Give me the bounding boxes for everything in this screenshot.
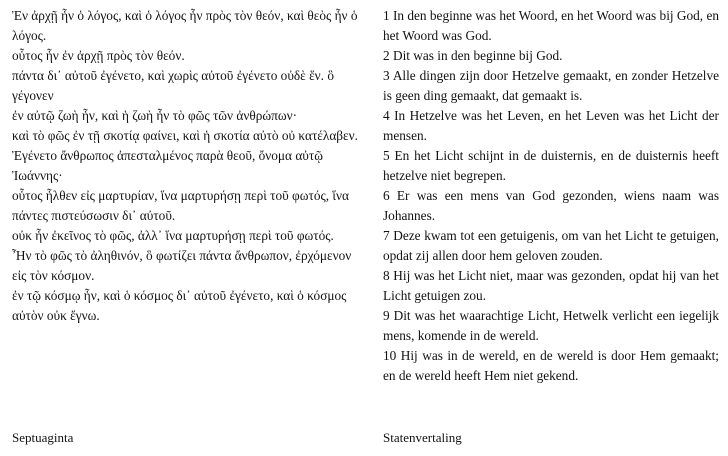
greek-verse-6: Ἐγένετο ἄνθρωπος ἀπεσταλμένος παρὰ θεοῦ, ὄνομα αὐτῷ Ἰωάννης· bbox=[12, 148, 323, 183]
greek-verse-5: καὶ τὸ φῶς ἐν τῇ σκοτίᾳ φαίνει, καὶ ἡ σκοτία αὐτὸ οὐ κατέλαβεν. bbox=[12, 128, 358, 143]
greek-verse-10: ἐν τῷ κόσμῳ ἦν, καὶ ὁ κόσμος δι᾽ αὐτοῦ ἐγένετο, καὶ ὁ κόσμος αὐτὸν οὐκ ἔγνω. bbox=[12, 288, 347, 323]
dutch-verse-8: 8 Hij was het Licht niet, maar was gezonden, opdat hij van het Licht getuigen zou. bbox=[383, 268, 719, 303]
greek-verse-4: ἐν αὐτῷ ζωὴ ἦν, καὶ ἡ ζωὴ ἦν τὸ φῶς τῶν ἀνθρώπων· bbox=[12, 108, 298, 123]
greek-verse-1: Ἐν ἀρχῇ ἦν ὁ λόγος, καὶ ὁ λόγος ἦν πρὸς τὸν θεόν, καὶ θεὸς ἦν ὁ λόγος. bbox=[12, 8, 358, 43]
greek-verse-2: οὗτος ἦν ἐν ἀρχῇ πρὸς τὸν θεόν. bbox=[12, 48, 185, 63]
statenvertaling-label: Statenvertaling bbox=[383, 430, 462, 445]
dutch-verse-3: 3 Alle dingen zijn door Hetzelve gemaakt, en zonder Hetzelve is geen ding gemaakt, dat gemaakt is. bbox=[383, 68, 719, 103]
dutch-verse-1: 1 In den beginne was het Woord, en het Woord was bij God, en het Woord was God. bbox=[383, 8, 719, 43]
greek-verse-7: οὗτος ἦλθεν εἰς μαρτυρίαν, ἵνα μαρτυρήσῃ περὶ τοῦ φωτός, ἵνα πάντες πιστεύσωσιν δι᾽ αὐτοῦ. bbox=[12, 188, 349, 223]
dutch-verse-5: 5 En het Licht schijnt in de duisternis, en de duisternis heeft hetzelve niet begrepen. bbox=[383, 148, 719, 183]
dutch-verse-2: 2 Dit was in den beginne bij God. bbox=[383, 48, 563, 63]
greek-text-column bbox=[12, 6, 368, 326]
dutch-verse-4: 4 In Hetzelve was het Leven, en het Leven was het Licht der mensen. bbox=[383, 108, 719, 143]
greek-verse-9: Ἦν τὸ φῶς τὸ ἀληθινόν, ὃ φωτίζει πάντα ἄνθρωπον, ἐρχόμενον εἰς τὸν κόσμον. bbox=[12, 248, 352, 283]
greek-verse-8: οὐκ ἦν ἐκεῖνος τὸ φῶς, ἀλλ᾽ ἵνα μαρτυρήσῃ περὶ τοῦ φωτός. bbox=[12, 228, 334, 243]
septuaginta-label: Septuaginta bbox=[12, 430, 74, 445]
dutch-text-column bbox=[383, 6, 719, 386]
dutch-verse-6: 6 Er was een mens van God gezonden, wiens naam was Johannes. bbox=[383, 188, 719, 223]
dutch-verse-9: 9 Dit was het waarachtige Licht, Hetwelk verlicht een iegelijk mens, komende in de wereld. bbox=[383, 308, 719, 343]
dutch-verse-10: 10 Hij was in de wereld, en de wereld is door Hem gemaakt; en de wereld heeft Hem niet gekend. bbox=[383, 348, 719, 383]
greek-verse-3: πάντα δι᾽ αὐτοῦ ἐγένετο, καὶ χωρὶς αὐτοῦ ἐγένετο οὐδὲ ἕν. ὃ γέγονεν bbox=[12, 68, 334, 103]
dutch-verse-7: 7 Deze kwam tot een getuigenis, om van het Licht te getuigen, opdat zij allen door hem geloven zouden. bbox=[383, 228, 719, 263]
